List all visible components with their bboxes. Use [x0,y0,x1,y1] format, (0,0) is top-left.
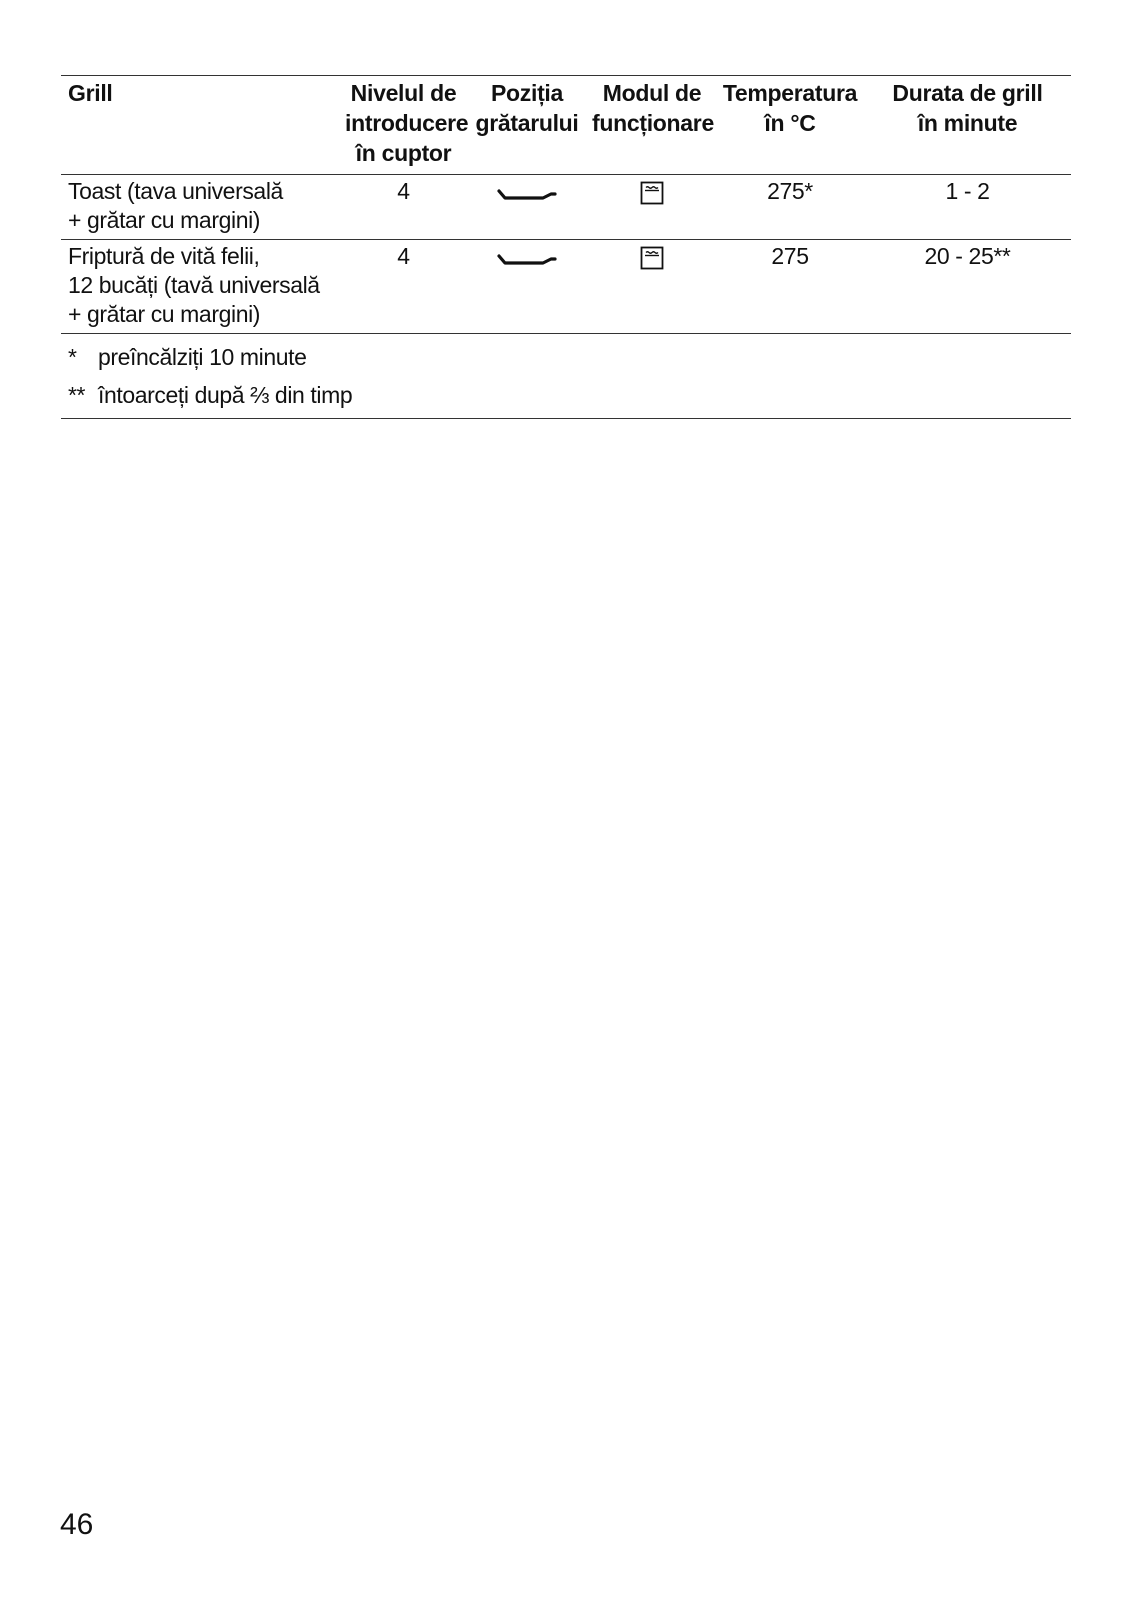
header-line: în cuptor [355,140,452,166]
mode-cell [588,240,716,334]
footnotes [61,334,1071,419]
temperature-cell: 275* [767,178,813,204]
mode-cell [588,175,716,240]
dish-cell [61,175,341,240]
footnote-text: întoarceți după ⅔ din timp [98,382,353,408]
page-number: 46 [60,1508,94,1541]
header-rack-position [466,76,588,175]
top-grill-mode-icon [640,181,664,212]
header-line: grătarului [475,110,579,136]
dish-line: + grătar cu margini) [68,207,261,233]
rack-curved-down-icon [497,246,557,275]
header-line: funcționare [592,110,714,136]
rack-position-cell [466,175,588,240]
rack-curved-down-icon [497,181,557,210]
table-row [61,240,1071,334]
level-cell: 4 [397,243,410,269]
grill-table-container [61,75,1071,419]
dish-line: + grătar cu margini) [68,301,261,327]
level-cell: 4 [397,178,410,204]
footnote [68,376,1071,414]
table-row [61,175,1071,240]
header-line: Poziția [490,80,564,106]
footnote-mark: * [68,344,77,370]
rack-position-cell [466,240,588,334]
temperature-cell: 275 [771,243,809,269]
duration-cell: 20 - 25** [924,243,1011,269]
header-level [341,76,469,175]
header-grill [61,76,341,175]
header-line: Modul de [602,80,702,106]
header-line: Durata de grill [892,80,1043,106]
header-temperature [716,76,864,175]
table-header-row [61,76,1071,175]
dish-line: Friptură de vită felii, [68,243,260,269]
top-grill-mode-icon [640,246,664,277]
dish-line: Toast (tava universală [68,178,283,204]
duration-cell: 1 - 2 [945,178,990,204]
footnote-mark: ** [68,382,86,408]
dish-cell [61,240,341,334]
dish-line: 12 bucăți (tavă universală [68,272,320,298]
footnote [68,338,1071,376]
header-line: Grill [68,80,113,106]
header-line: în °C [764,110,816,136]
header-line: în minute [917,110,1018,136]
footnote-text: preîncălziți 10 minute [98,344,307,370]
header-line: Temperatura [722,80,858,106]
header-line: Nivelul de [350,80,457,106]
header-line: introducere [345,110,469,136]
header-mode [588,76,716,175]
grill-table [61,75,1071,334]
header-duration [864,76,1071,175]
